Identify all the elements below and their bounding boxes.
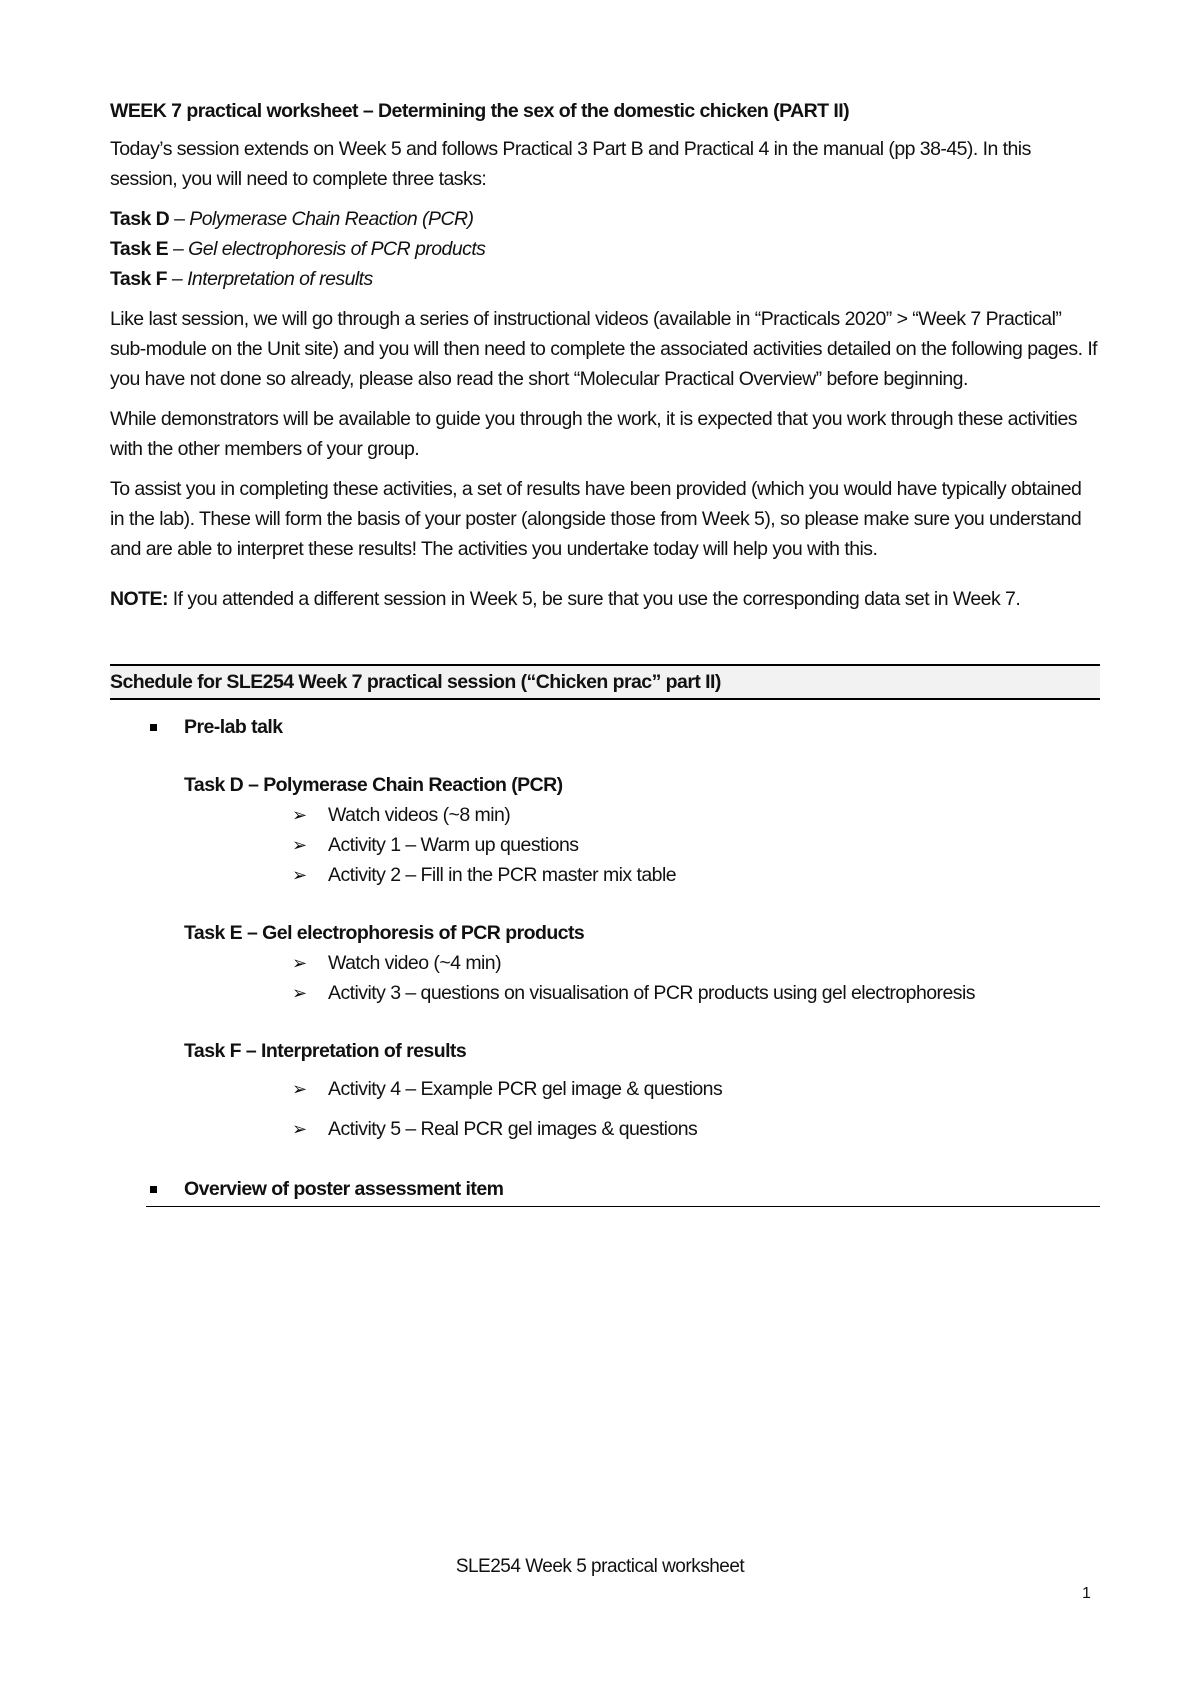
list-item-label: Activity 3 – questions on visualisation of PCR products using gel electrophoresis — [328, 982, 975, 1004]
list-item — [146, 1074, 1100, 1104]
worksheet-title: WEEK 7 practical worksheet – Determining the sex of the domestic chicken (PART II) — [110, 100, 850, 122]
arrow-bullet-icon: ➢ — [292, 865, 307, 885]
list-item — [146, 800, 1100, 830]
task-d-label: Task D — [110, 208, 170, 230]
task-e-desc: Gel electrophoresis of PCR products — [188, 238, 486, 260]
list-item — [146, 978, 1100, 1008]
task-f-activities — [146, 1074, 1100, 1144]
overview-item — [146, 1174, 1100, 1207]
task-f-heading: Task F – Interpretation of results — [184, 1040, 467, 1062]
schedule-list — [146, 712, 1100, 1207]
list-item — [146, 948, 1100, 978]
schedule-heading: Schedule for SLE254 Week 7 practical session (“Chicken prac” part II) — [110, 664, 1100, 700]
square-bullet-icon — [150, 1186, 157, 1193]
results-paragraph: To assist you in completing these activities, a set of results have been provided (which you would have typically obtained in the lab). These will form the basis of your poster (alongside those from Week 5), so please make sure you understand and are able to interpret these results! The activities you undertake today will help you with this. — [110, 478, 1082, 560]
task-f-line — [110, 264, 1100, 294]
overview-label: Overview of poster assessment item — [184, 1178, 504, 1200]
demonstrators-paragraph: While demonstrators will be available to guide you through the work, it is expected that you work through these activities with the other members of your group. — [110, 408, 1077, 460]
task-e-sep: – — [168, 238, 189, 260]
arrow-bullet-icon: ➢ — [292, 1119, 307, 1139]
task-f-desc: Interpretation of results — [187, 268, 373, 290]
task-f-label: Task F — [110, 268, 168, 290]
list-item — [146, 830, 1100, 860]
intro-paragraph: Today’s session extends on Week 5 and follows Practical 3 Part B and Practical 4 in the manual (pp 38-45). In this session, you will need to complete three tasks: — [110, 138, 1031, 190]
list-item-label: Watch video (~4 min) — [328, 952, 502, 974]
task-d-line — [110, 204, 1100, 234]
prelab-item — [146, 712, 1100, 742]
arrow-bullet-icon: ➢ — [292, 953, 307, 973]
task-f-sep: – — [167, 268, 188, 290]
page-content — [110, 96, 1100, 1207]
task-d-desc: Polymerase Chain Reaction (PCR) — [189, 208, 474, 230]
page-number: 1 — [1082, 1585, 1091, 1602]
task-list — [110, 204, 1100, 294]
page-footer: SLE254 Week 5 practical worksheet — [455, 1556, 745, 1577]
list-item — [146, 860, 1100, 890]
note-label: NOTE: — [110, 588, 168, 610]
task-e-heading: Task E – Gel electrophoresis of PCR products — [184, 922, 585, 944]
note-text: If you attended a different session in Week 5, be sure that you use the corresponding data set in Week 7. — [167, 588, 1021, 610]
task-e-line — [110, 234, 1100, 264]
list-item-label: Activity 2 – Fill in the PCR master mix table — [328, 864, 677, 886]
task-e-activities — [146, 948, 1100, 1008]
task-e-label: Task E — [110, 238, 169, 260]
list-item-label: Activity 1 – Warm up questions — [328, 834, 579, 856]
arrow-bullet-icon: ➢ — [292, 805, 307, 825]
task-d-heading: Task D – Polymerase Chain Reaction (PCR) — [184, 774, 563, 796]
square-bullet-icon — [150, 724, 157, 731]
arrow-bullet-icon: ➢ — [292, 1079, 307, 1099]
task-d-activities — [146, 800, 1100, 890]
task-d-sep: – — [169, 208, 190, 230]
list-item-label: Activity 4 – Example PCR gel image & questions — [328, 1078, 723, 1100]
list-item-label: Activity 5 – Real PCR gel images & questions — [328, 1118, 698, 1140]
prelab-label: Pre-lab talk — [184, 716, 283, 738]
arrow-bullet-icon: ➢ — [292, 835, 307, 855]
list-item-label: Watch videos (~8 min) — [328, 804, 511, 826]
note-paragraph — [110, 584, 1100, 614]
videos-paragraph: Like last session, we will go through a series of instructional videos (available in “Practicals 2020” > “Week 7 Practical” sub-module on the Unit site) and you will then need to complete the associated activities detailed on the following pages. If you have not done so already, please also read the short “Molecular Practical Overview” before beginning. — [110, 308, 1098, 390]
arrow-bullet-icon: ➢ — [292, 983, 307, 1003]
list-item — [146, 1114, 1100, 1144]
